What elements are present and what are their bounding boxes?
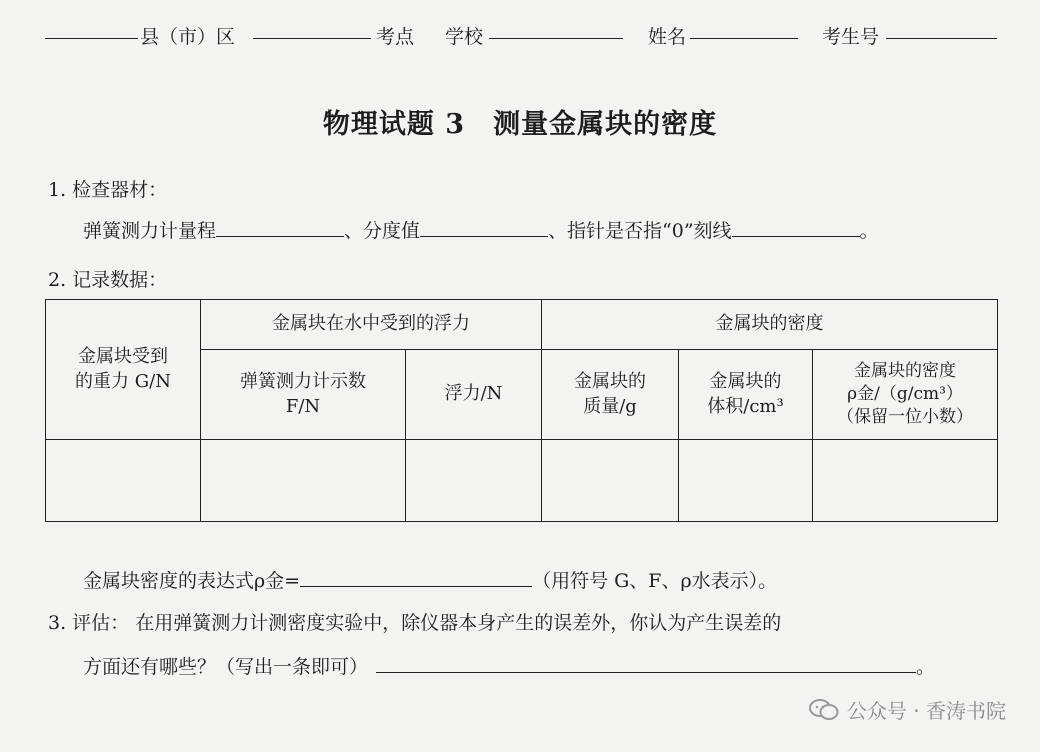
- spring-reading-header: 弹簧测力计示数 F/N: [201, 350, 406, 440]
- gravity-cell[interactable]: [46, 440, 201, 522]
- mass-header: 金属块的 质量/g: [542, 350, 679, 440]
- table-row: [46, 440, 998, 522]
- expression-label: 金属块密度的表达式ρ金=: [83, 570, 301, 592]
- range-label: 弹簧测力计量程: [83, 220, 217, 242]
- density-cell[interactable]: [813, 440, 998, 522]
- section3-line2-wrap: [83, 652, 935, 679]
- data-table: [45, 299, 998, 522]
- expression-line: [83, 566, 777, 593]
- name-blank[interactable]: [690, 38, 798, 39]
- school-label: 学校: [445, 26, 484, 48]
- density-group-header: 金属块的密度: [542, 300, 998, 350]
- spring-reading-cell[interactable]: [201, 440, 406, 522]
- volume-cell[interactable]: [679, 440, 813, 522]
- exam-no-blank[interactable]: [886, 38, 997, 39]
- mass-cell[interactable]: [542, 440, 679, 522]
- watermark-text: 公众号 · 香涛书院: [846, 699, 1006, 723]
- wechat-icon: [809, 699, 839, 721]
- county-label: 县（市）区: [140, 26, 236, 48]
- expression-hint: （用符号 G、F、ρ水表示）。: [532, 570, 778, 592]
- section1-items: [83, 216, 879, 243]
- range-blank[interactable]: [216, 236, 344, 237]
- exam-no-label: 考生号: [822, 26, 880, 48]
- density-header: 金属块的密度 ρ金/（g/cm³） （保留一位小数）: [813, 350, 998, 440]
- division-label: 、分度值: [344, 220, 421, 242]
- buoyancy-cell[interactable]: [406, 440, 542, 522]
- volume-header: 金属块的 体积/cm³: [679, 350, 813, 440]
- exam-header: [0, 18, 1040, 52]
- section2-heading: 2. 记录数据：: [48, 269, 168, 291]
- name-blank-wrap: [690, 22, 798, 44]
- pointer-blank[interactable]: [732, 236, 860, 237]
- school-blank[interactable]: [489, 38, 623, 39]
- county-field: [45, 22, 138, 44]
- section3-line1: 3. 评估： 在用弹簧测力计测密度实验中，除仪器本身产生的误差外，你认为产生误差的: [48, 612, 782, 634]
- end-mark: 。: [859, 220, 879, 242]
- name-label: 姓名: [648, 26, 687, 48]
- county-blank[interactable]: [45, 38, 138, 39]
- division-blank[interactable]: [420, 236, 548, 237]
- buoyancy-header: 浮力/N: [406, 350, 542, 440]
- school-blank-wrap: [489, 22, 623, 44]
- exam-no-blank-wrap: [886, 22, 997, 44]
- gravity-header: 金属块受到 的重力 G/N: [46, 300, 201, 440]
- section3-line2: 方面还有哪些？（写出一条即可）: [83, 656, 369, 678]
- watermark: [809, 695, 1006, 724]
- pointer-label: 、指针是否指“0”刻线: [548, 220, 732, 242]
- district-blank[interactable]: [253, 38, 371, 39]
- section3-end-mark: 。: [916, 656, 936, 678]
- buoyancy-group-header: 金属块在水中受到的浮力: [201, 300, 542, 350]
- exam-site-label: 考点: [376, 26, 415, 48]
- evaluation-blank[interactable]: [376, 672, 916, 673]
- page-title: 物理试题 3 测量金属块的密度: [322, 109, 718, 140]
- section1-heading: 1. 检查器材：: [48, 179, 168, 201]
- expression-blank[interactable]: [300, 586, 532, 587]
- district-blank-wrap: [253, 22, 371, 44]
- table-header-row: [46, 300, 998, 350]
